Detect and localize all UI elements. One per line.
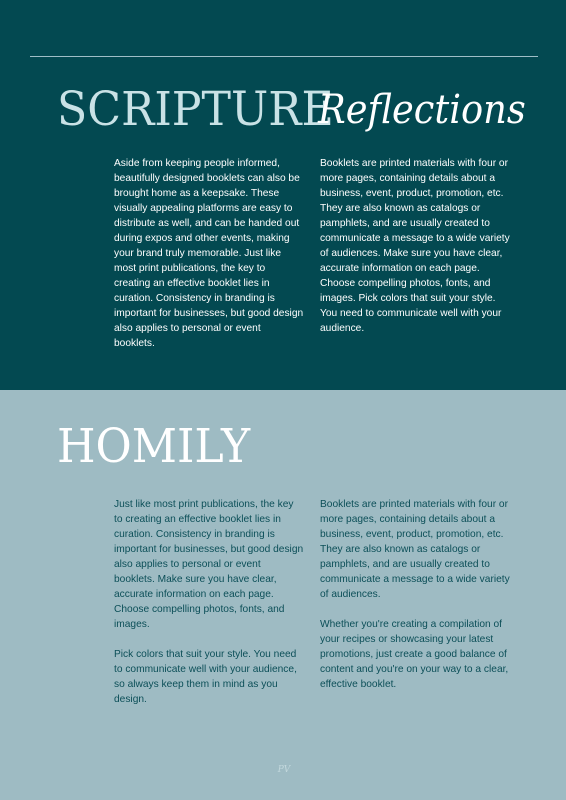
homily-left-paragraph-1: Just like most print publications, the key to creating an effective booklet lies in curation. Consistency in branding is important for businesses, but good design also applies to personal or event booklets. Make sure you have clear, accurate information on each page. Choose compelling photos, fonts, and images. xyxy=(114,499,304,630)
section-title-scripture: SCRIPTURE xyxy=(57,82,334,137)
homily-right-column xyxy=(320,497,510,707)
divider-line xyxy=(30,56,538,57)
section-title-homily: HOMILY xyxy=(57,419,251,474)
homily-left-paragraph-2: Pick colors that suit your style. You need to communicate well with your audience, so always keep them in mind as you design. xyxy=(114,649,297,705)
scripture-right-column: Booklets are printed materials with four or more pages, containing details about a business, event, product, promotion, etc. They are also known as catalogs or pamphlets, and are usually created to communicate a message to a wide variety of audiences. Make sure you have clear, accurate information on each page. Choose compelling photos, fonts, and images. Pick colors that suit your style. You need to communicate well with your audience. xyxy=(320,158,510,334)
homily-right-paragraph-2: Whether you're creating a compilation of your recipes or showcasing your latest promotions, just create a good balance of content and you're on your way to a clear, effective booklet. xyxy=(320,619,509,690)
scripture-left-column: Aside from keeping people informed, beautifully designed booklets can also be brought home as a keepsake. These visually appealing platforms are easy to distribute as well, and can be handed out during expos and other events, making your brand truly memorable. Just like most print publications, the key to creating an effective booklet lies in curation. Consistency in branding is important for businesses, but good design also applies to personal or event booklets. xyxy=(114,158,304,349)
monogram-logo: PV xyxy=(277,765,291,775)
homily-left-column xyxy=(114,497,304,722)
scripture-section xyxy=(0,0,566,390)
homily-section xyxy=(0,390,566,800)
section-title-reflections: Reflections xyxy=(318,87,526,133)
homily-right-paragraph-1: Booklets are printed materials with four or more pages, containing details about a business, event, product, promotion, etc. They are also known as catalogs or pamphlets, and are usually created to communicate a message to a wide variety of audiences. xyxy=(320,499,510,600)
